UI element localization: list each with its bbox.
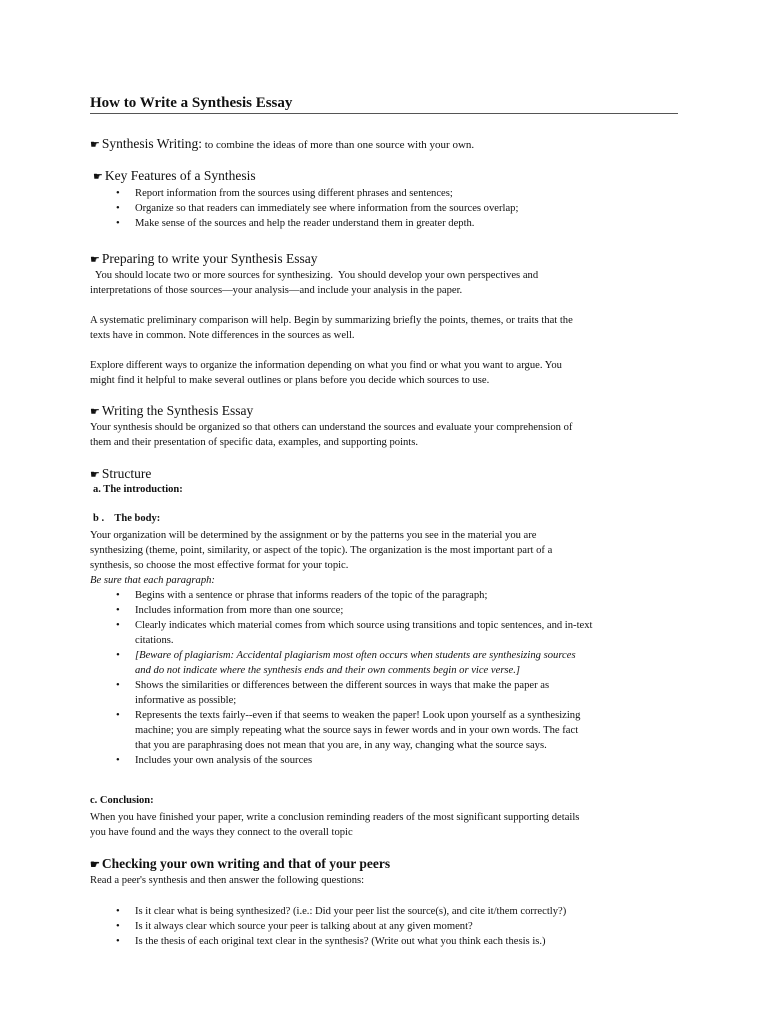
list-item: • [Beware of plagiarism: Accidental plagiarism most often occurs when students are synthesizing sources and do not indicate where the synthesis ends and their own comments begin or vice verse.]: [116, 650, 576, 676]
body-note: Be sure that each paragraph:: [90, 575, 215, 586]
key-features-title: Key Features of a Synthesis: [104, 168, 256, 183]
bullet-dot: •: [116, 188, 120, 199]
bullet-dot: •: [116, 921, 120, 932]
list-item: • Represents the texts fairly--even if that seems to weaken the paper! Look upon yourself as a synthesizing machine; you are simply repeating what the source says in fewer words and in your own words. The fact that you are paraphrasing does not mean that you are, in any way, changing what the source says.: [116, 710, 581, 751]
pointing-hand-icon: ☛: [90, 406, 100, 418]
synthesis-writing-label: Synthesis Writing:: [101, 136, 202, 151]
checking-heading: [90, 856, 390, 873]
list-item: • Includes your own analysis of the sources: [116, 755, 313, 766]
body-paragraph: Your organization will be determined by the assignment or by the patterns you see in the material you are synthesizing (theme, point, similarity, or aspect of the topic). The organization is the most important part of a synthesis, so choose the most effective format for your topic. Be sure that each paragraph:: [90, 528, 678, 588]
writing-paragraph: Your synthesis should be organized so that others can understand the sources and evaluate your comprehension of them and their presentation of specific data, examples, and supporting points.: [90, 422, 573, 448]
conclusion-paragraph: When you have finished your paper, write a conclusion reminding readers of the most significant supporting details you have found and the ways they connect to the overall topic: [90, 812, 580, 838]
preparing-paragraph-2: A systematic preliminary comparison will help. Begin by summarizing briefly the points, themes, or traits that the texts have in common. Note differences in the sources as well.: [90, 315, 573, 341]
bullet-dot: •: [116, 936, 120, 947]
bullet-dot: •: [116, 620, 120, 631]
pointing-hand-icon: ☛: [90, 139, 100, 151]
list-item: • Shows the similarities or differences between the different sources in ways that make the paper as informative as possible;: [116, 680, 550, 706]
document-title: How to Write a Synthesis Essay: [90, 94, 678, 114]
bullet-dot: •: [116, 590, 120, 601]
list-item: • Is it clear what is being synthesized? (i.e.: Did your peer list the source(s), and cite it/them correctly?): [116, 906, 567, 917]
structure-title: Structure: [101, 466, 152, 481]
synthesis-writing-line: [90, 136, 474, 153]
list-item: • Clearly indicates which material comes from which source using transitions and topic sentences, and in-text citations.: [116, 620, 593, 646]
preparing-paragraph-3: Explore different ways to organize the information depending on what you find or what you want to argue. You might find it helpful to make several outlines or plans before you decide which sources to use.: [90, 360, 562, 386]
bullet-dot: •: [116, 906, 120, 917]
checking-intro: Read a peer's synthesis and then answer the following questions:: [90, 875, 365, 886]
writing-title: Writing the Synthesis Essay: [101, 403, 254, 418]
paragraph-checklist: [90, 588, 678, 768]
preparing-title: Preparing to write your Synthesis Essay: [101, 251, 318, 266]
bullet-dot: •: [116, 218, 120, 229]
bullet-dot: •: [116, 755, 120, 766]
list-item: • Is the thesis of each original text clear in the synthesis? (Write out what you think each thesis is.): [116, 936, 546, 947]
pointing-hand-icon: ☛: [90, 469, 100, 481]
bullet-dot: •: [116, 650, 120, 661]
key-features-list: [90, 186, 678, 231]
key-features-heading: [93, 168, 256, 185]
list-item: • Includes information from more than one source;: [116, 605, 344, 616]
preparing-paragraph-1: You should locate two or more sources for synthesizing. You should develop your own perspectives and interpretations of those sources—your analysis—and include your analysis in the paper.: [90, 270, 539, 296]
list-item: • Organize so that readers can immediately see where information from the sources overlap;: [116, 203, 519, 214]
introduction-label: a. The introduction:: [93, 484, 183, 495]
list-item: • Make sense of the sources and help the reader understand them in greater depth.: [116, 218, 475, 229]
body-label: b . The body:: [93, 513, 161, 524]
list-item: • Report information from the sources using different phrases and sentences;: [116, 188, 453, 199]
checking-title: Checking your own writing and that of your peers: [101, 856, 391, 871]
synthesis-writing-definition: to combine the ideas of more than one source with your own.: [201, 139, 475, 151]
pointing-hand-icon: ☛: [90, 254, 100, 266]
pointing-hand-icon: ☛: [93, 171, 103, 183]
bullet-dot: •: [116, 203, 120, 214]
conclusion-label: c. Conclusion:: [90, 795, 154, 806]
preparing-heading: [90, 251, 317, 268]
bullet-dot: •: [116, 680, 120, 691]
pointing-hand-icon: ☛: [90, 859, 100, 871]
list-item: • Begins with a sentence or phrase that informs readers of the topic of the paragraph;: [116, 590, 488, 601]
writing-heading: [90, 403, 253, 420]
bullet-dot: •: [116, 710, 120, 721]
list-item: • Is it always clear which source your peer is talking about at any given moment?: [116, 921, 473, 932]
bullet-dot: •: [116, 605, 120, 616]
structure-heading: [90, 466, 151, 483]
checking-questions-list: [90, 904, 678, 949]
